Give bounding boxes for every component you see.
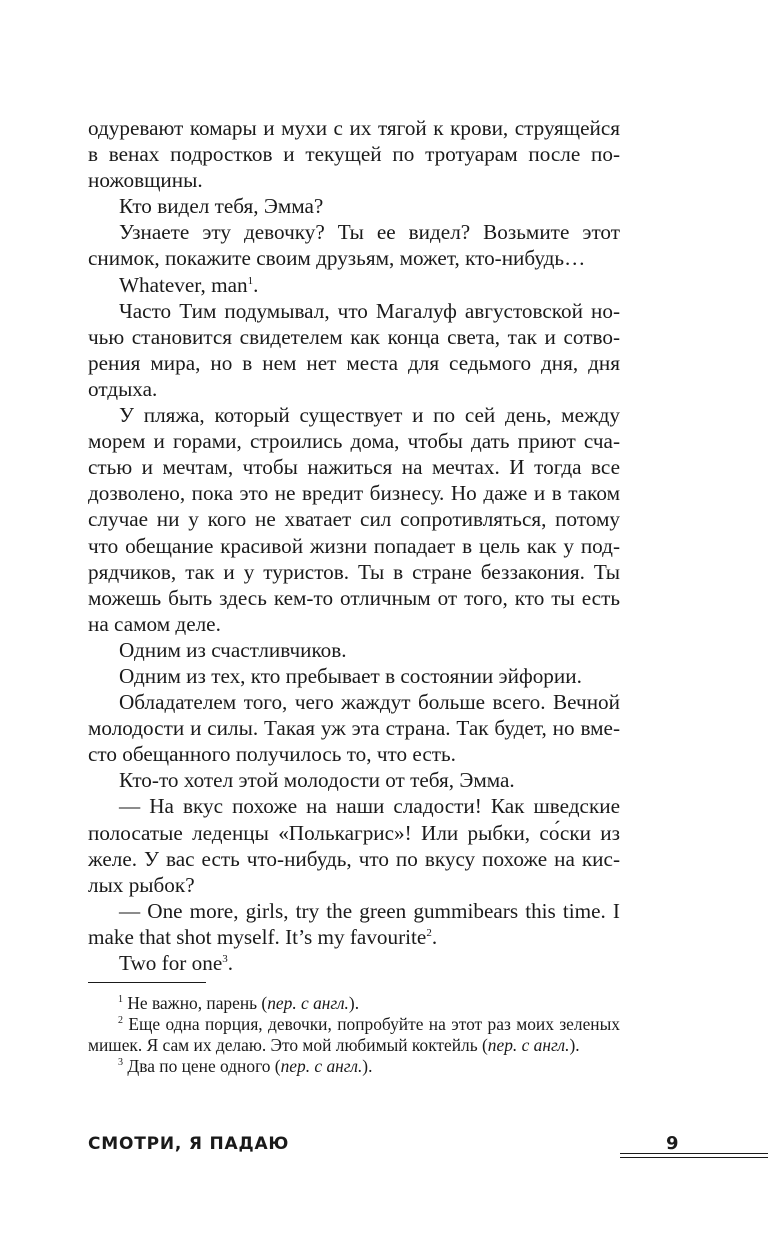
- footnote-end: ).: [569, 1034, 580, 1055]
- page-number: 9: [666, 1133, 679, 1154]
- footnote-ref-2: 2: [426, 926, 432, 939]
- paragraph: Кто-то хотел этой молодости от тебя, Эмма.: [119, 768, 515, 793]
- paragraph: Обладателем того, чего жаждут больше всего. Вечной молодости и силы. Такая уж эта страна. Так будет, но вместо обещанного получилось то, что есть.: [88, 690, 620, 767]
- paragraph: Кто видел тебя, Эмма?: [119, 194, 324, 219]
- footer-rule-thin: [620, 1153, 768, 1154]
- paragraph: одуревают комары и мухи с их тягой к крови, струящейся в венах подростков и текущей по тротуарам после поножовщины.: [88, 116, 620, 193]
- paragraph: У пляжа, который существует и по сей день, между морем и горами, строились дома, чтобы дать приют счастью и мечтам, чтобы нажиться на мечтах. И тогда все дозволено, пока это не вредит бизнесу. Но даже и в таком случае ни у кого не хватает сил сопротивляться, потому что обещание красивой жизни попадает в цель как у подрядчиков, так и у туристов. Ты в стране беззакония. Ты можешь быть здесь кем-то отличным от того, кто ты есть на самом деле.: [88, 403, 620, 636]
- paragraph: — На вкус похоже на наши сладости! Как шведские полосатые леденцы «Полькагрис»! Или рыбки, со́ски из желе. У вас есть что-нибудь, что по вкусу похоже на кислых рыбок?: [88, 794, 620, 897]
- footnote-ref-3: 3: [222, 952, 228, 965]
- paragraph-end: .: [253, 272, 259, 297]
- footnote-2: [88, 1014, 620, 1056]
- footnote-text: Еще одна порция, девочки, попробуйте на этот раз моих зеленых мишек. Я сам их делаю. Это мой любимый коктейль (: [88, 1013, 620, 1055]
- footnote-end: ).: [348, 993, 360, 1013]
- paragraph: Одним из счастливчиков.: [119, 637, 347, 662]
- footnote-source: пер. с англ.: [280, 1055, 363, 1076]
- paragraph-end: .: [431, 924, 438, 949]
- footnote-source: пер. с англ.: [487, 1034, 570, 1055]
- paragraph: [88, 950, 620, 976]
- paragraph: Часто Тим подумывал, что Магалуф августовской ночью становится свидетелем как конца света, так и сотворения мира, но в нем нет места для седьмого дня, дня отдыха.: [88, 298, 620, 401]
- paragraph-text: Whatever, man: [119, 272, 248, 297]
- footnote-ref-1: 1: [247, 274, 254, 287]
- paragraph-text: Two for one: [119, 951, 223, 975]
- footnote-separator: [88, 982, 206, 983]
- footer-rule-thick: [620, 1157, 768, 1158]
- footnote-text: Два по цене одного (: [127, 1055, 281, 1076]
- paragraph-end: .: [227, 951, 234, 975]
- footnote-number: 1: [118, 994, 123, 1006]
- footnote-text: Не важно, парень (: [127, 993, 268, 1013]
- paragraph: [88, 898, 620, 950]
- paragraph: [88, 272, 620, 298]
- footnote-end: ).: [362, 1055, 373, 1076]
- running-title: СМОТРИ, Я ПАДАЮ: [88, 1134, 290, 1154]
- paragraph: Одним из тех, кто пребывает в состоянии эйфории.: [119, 663, 582, 688]
- footnote-number: 3: [118, 1056, 123, 1068]
- paragraph: Узнаете эту девочку? Ты ее видел? Возьмите этот снимок, покажите своим друзьям, может, кто-нибудь…: [88, 220, 620, 271]
- body-text: [88, 115, 620, 976]
- footnotes: [88, 993, 620, 1077]
- footnote-1: [88, 993, 620, 1014]
- footnote-number: 2: [118, 1015, 123, 1027]
- footnote-source: пер. с англ.: [267, 993, 349, 1013]
- footnote-3: [88, 1056, 620, 1077]
- paragraph-text: — One more, girls, try the green gummibears this time. I make that shot myself. It’s my favourite: [88, 898, 620, 949]
